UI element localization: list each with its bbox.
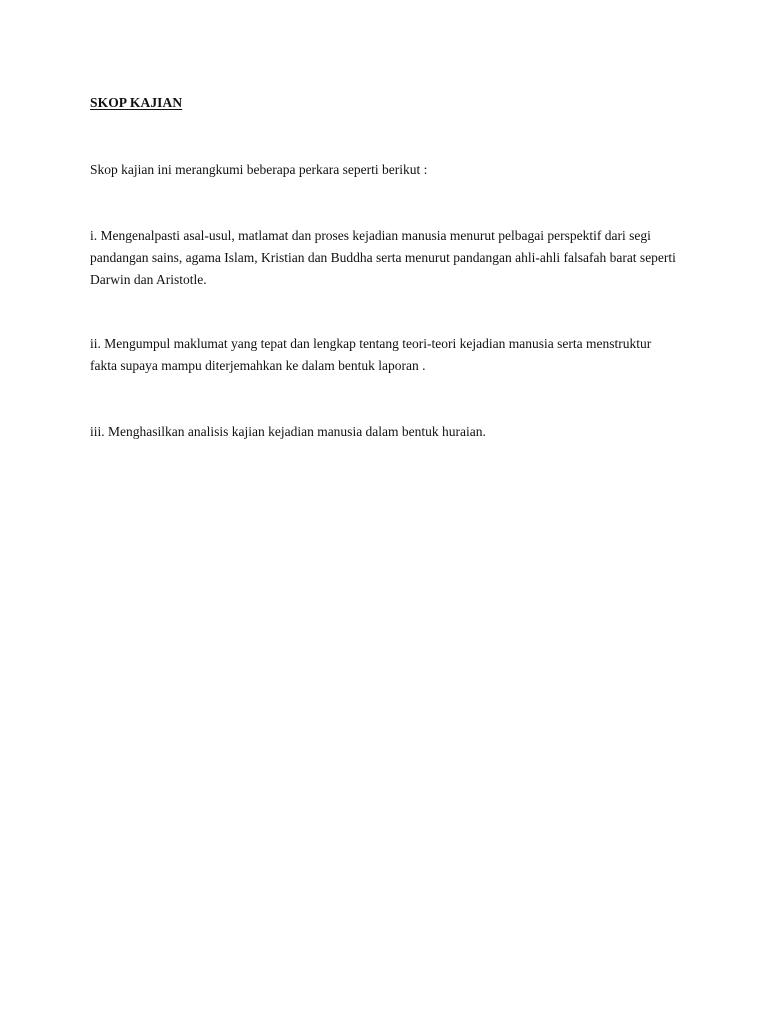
intro-paragraph: Skop kajian ini merangkumi beberapa perkara seperti berikut : [90, 162, 428, 177]
scope-item-3: iii. Menghasilkan analisis kajian kejadian manusia dalam bentuk huraian. [90, 424, 486, 439]
section-heading: SKOP KAJIAN [90, 95, 183, 110]
scope-item-2: ii. Mengumpul maklumat yang tepat dan lengkap tentang teori-teori kejadian manusia serta menstruktur fakta supaya mampu diterjemahkan ke dalam bentuk laporan . [90, 336, 652, 373]
scope-item-1: i. Mengenalpasti asal-usul, matlamat dan proses kejadian manusia menurut pelbagai perspektif dari segi pandangan sains, agama Islam, Kristian dan Buddha serta menurut pandangan ahli-ahli falsafah barat seperti Darwin dan Aristotle. [90, 228, 676, 287]
